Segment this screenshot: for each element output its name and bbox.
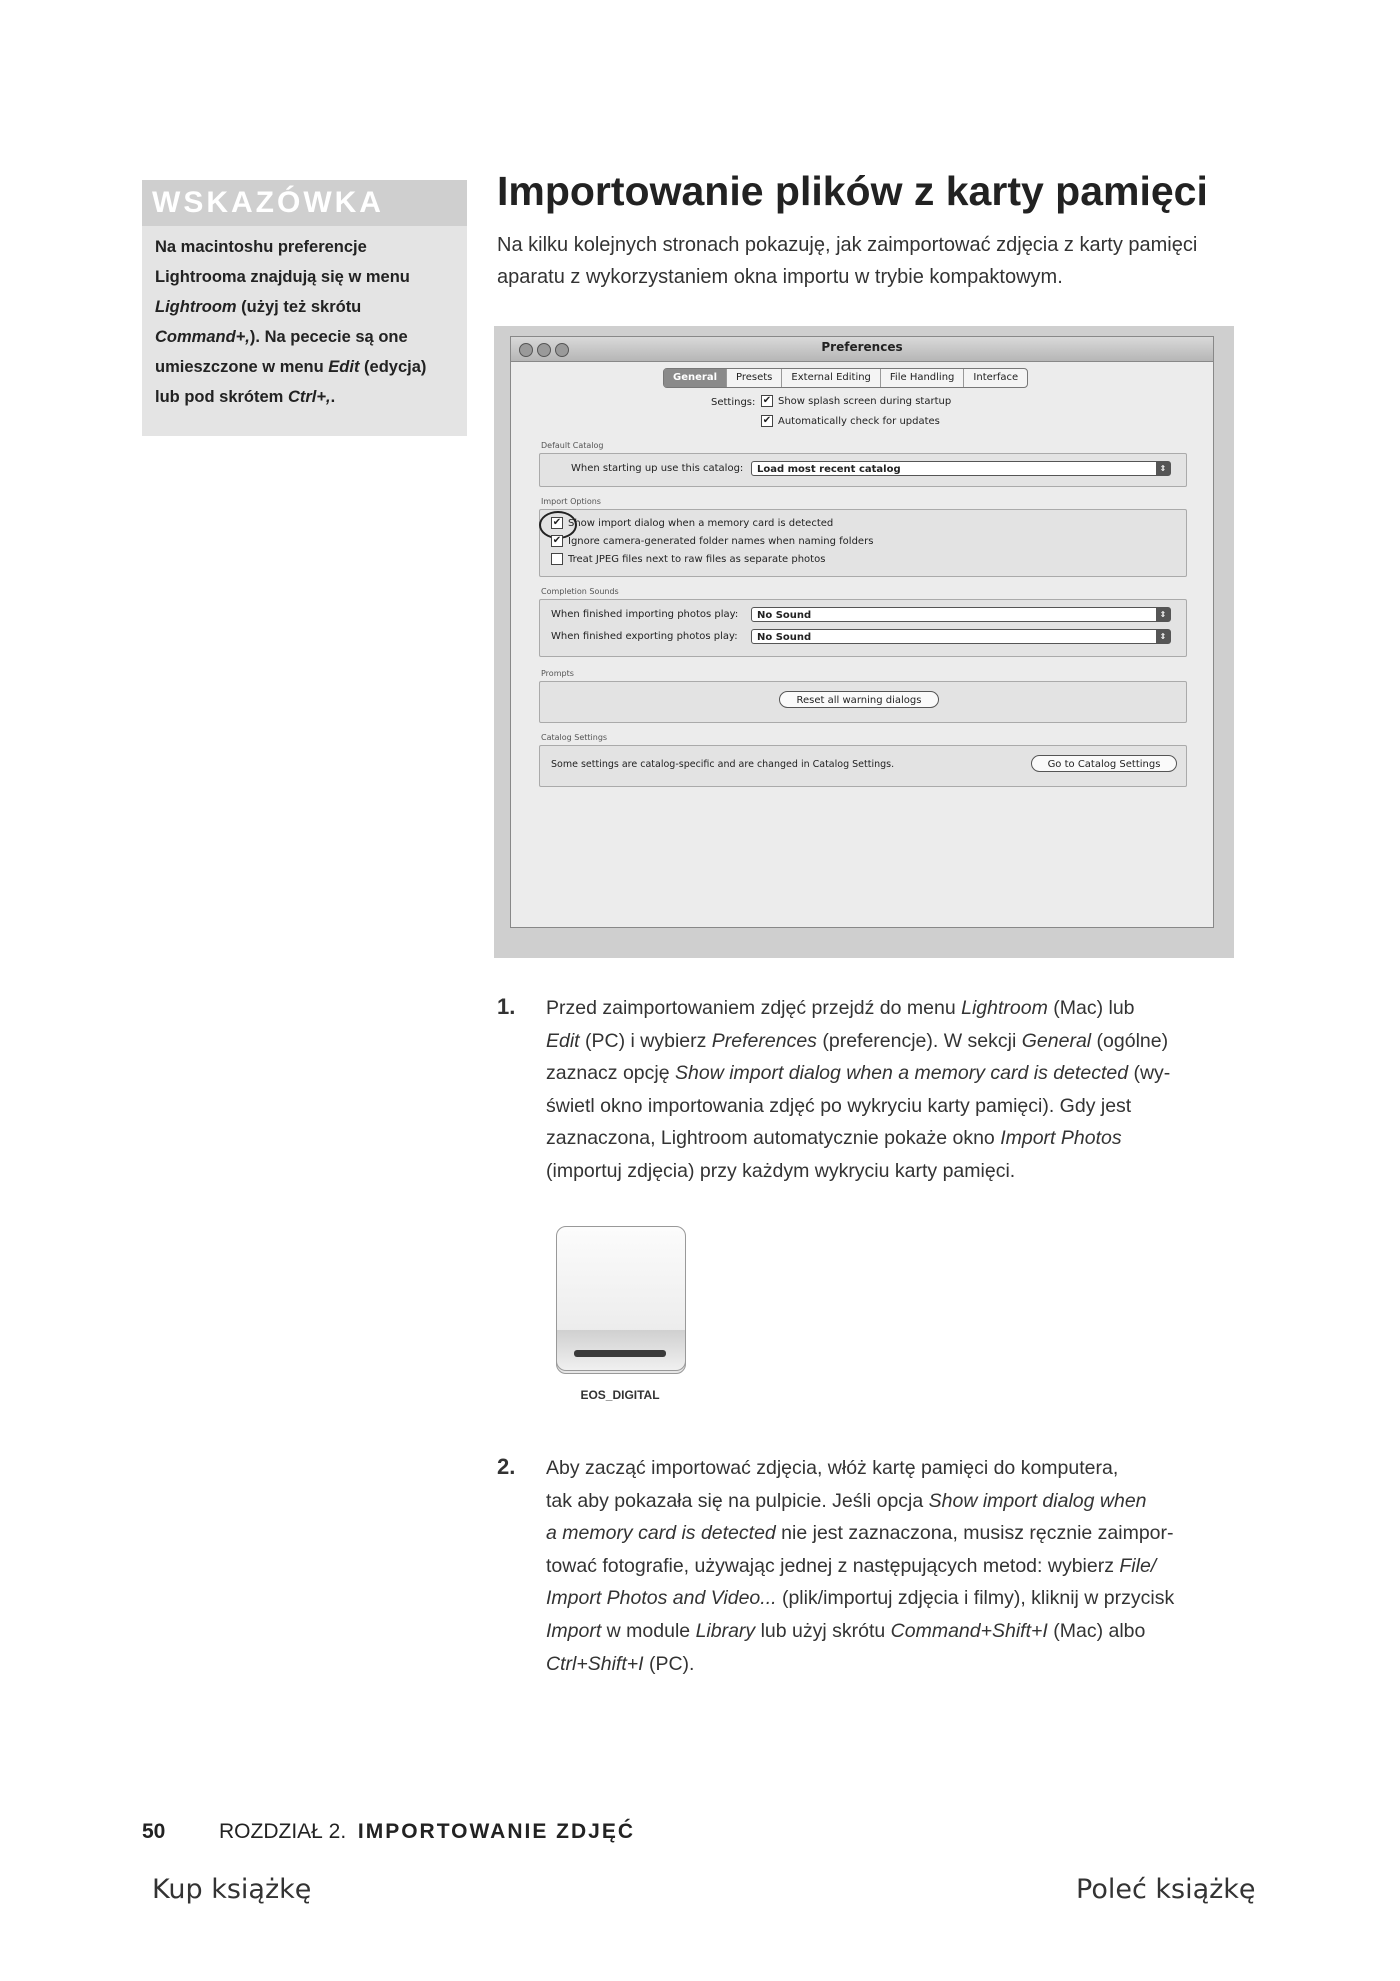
select-arrows-icon: ⇕ bbox=[1156, 462, 1170, 475]
go-to-catalog-settings-button[interactable]: Go to Catalog Settings bbox=[1031, 755, 1177, 772]
text-span: w module bbox=[601, 1619, 696, 1642]
tip-line: Ctrl+, bbox=[287, 388, 331, 406]
tip-line: Edit bbox=[328, 358, 360, 376]
text-span: Show import dialog when a memory card is detected bbox=[675, 1062, 1129, 1085]
option-label: Automatically check for updates bbox=[778, 416, 940, 427]
buy-book-link[interactable]: Kup książkę bbox=[152, 1874, 312, 1905]
intro-paragraph: Na kilku kolejnych stronach pokazuję, jak zaimportować zdjęcia z karty pamięci aparatu z wykorzystaniem okna importu w trybie kompaktowym. bbox=[497, 234, 1198, 288]
import-sound-label: When finished importing photos play: bbox=[551, 609, 739, 620]
chapter-title: IMPORTOWANIE ZDJĘĆ bbox=[357, 1820, 636, 1843]
splash-screen-option[interactable] bbox=[761, 395, 951, 407]
text-span: lub użyj skrótu bbox=[755, 1619, 891, 1642]
tip-line: ). Na pececie są one bbox=[249, 328, 408, 346]
text-span: (plik/importuj zdjęcia i filmy), kliknij w przycisk bbox=[776, 1587, 1175, 1610]
select-value: Load most recent catalog bbox=[757, 464, 901, 475]
section-catalog-settings: Catalog Settings bbox=[541, 733, 608, 742]
ignore-folder-names-option[interactable] bbox=[551, 535, 873, 547]
tip-line: Lightroom bbox=[155, 298, 237, 316]
text-span: Aby zacząć importować zdjęcia, włóż kartę pamięci do komputera, bbox=[546, 1457, 1119, 1479]
select-arrows-icon: ⇕ bbox=[1156, 608, 1170, 621]
tab-external-editing[interactable]: External Editing bbox=[782, 369, 881, 387]
option-label: Show splash screen during startup bbox=[778, 396, 952, 407]
treat-jpeg-option[interactable] bbox=[551, 553, 825, 565]
drive-label: EOS_DIGITAL bbox=[580, 1388, 660, 1402]
tab-general[interactable]: General bbox=[664, 369, 727, 387]
text-span: (wy- bbox=[1128, 1062, 1171, 1085]
step-1-text bbox=[546, 992, 1226, 1188]
text-span: File/ bbox=[1119, 1554, 1157, 1577]
preferences-tabs bbox=[663, 368, 1028, 388]
export-sound-select[interactable] bbox=[751, 629, 1171, 644]
text-span: tować fotografie, używając jednej z następujących metod: wybierz bbox=[546, 1554, 1120, 1577]
recommend-book-link[interactable]: Poleć książkę bbox=[1076, 1874, 1256, 1905]
tip-line: (edycja) bbox=[359, 358, 427, 376]
text-span: Show import dialog when bbox=[928, 1489, 1147, 1512]
page-number: 50 bbox=[142, 1820, 166, 1843]
text-span: (ogólne) bbox=[1091, 1029, 1169, 1052]
check-updates-option[interactable] bbox=[761, 415, 940, 427]
step-number: 2. bbox=[497, 1454, 516, 1479]
tip-line: Na macintoshu preferencje bbox=[155, 238, 367, 256]
text-span: Import Photos bbox=[1000, 1127, 1122, 1150]
text-span: (PC) i wybierz bbox=[579, 1029, 712, 1052]
tip-body bbox=[155, 232, 460, 412]
step-2-text bbox=[546, 1452, 1236, 1680]
text-span: a memory card is detected bbox=[546, 1522, 776, 1545]
tip-title: WSKAZÓWKA bbox=[142, 180, 467, 226]
import-sound-select[interactable] bbox=[751, 607, 1171, 622]
chapter-prefix: ROZDZIAŁ 2. bbox=[219, 1820, 347, 1843]
reset-warnings-button[interactable]: Reset all warning dialogs bbox=[779, 691, 939, 708]
text-span: General bbox=[1021, 1029, 1092, 1052]
tab-file-handling[interactable]: File Handling bbox=[881, 369, 965, 387]
checkbox[interactable]: ✔ bbox=[552, 517, 562, 528]
tip-line: . bbox=[330, 388, 336, 406]
text-span: zaznaczona, Lightroom automatycznie pokaże okno bbox=[546, 1127, 1001, 1150]
text-span: Ctrl+Shift+I bbox=[546, 1652, 644, 1675]
tip-line: Command+, bbox=[155, 328, 250, 346]
tip-line: (użyj też skrótu bbox=[236, 298, 362, 316]
step-number: 1. bbox=[497, 994, 516, 1019]
checkbox[interactable] bbox=[551, 553, 563, 565]
text-span: Library bbox=[695, 1619, 756, 1642]
checkbox[interactable]: ✔ bbox=[552, 535, 562, 546]
section-import-options: Import Options bbox=[541, 497, 601, 506]
select-arrows-icon: ⇕ bbox=[1156, 630, 1170, 643]
window-title: Preferences bbox=[821, 340, 903, 354]
text-span: (preferencje). W sekcji bbox=[816, 1029, 1022, 1052]
chapter-running-head bbox=[219, 1820, 635, 1844]
text-span: (Mac) lub bbox=[1047, 997, 1135, 1019]
export-sound-label: When finished exporting photos play: bbox=[551, 631, 738, 642]
tip-line: Lightrooma znajdują się w menu bbox=[155, 268, 410, 286]
option-label: Show import dialog when a memory card is detected bbox=[568, 518, 834, 529]
text-span: (PC). bbox=[643, 1652, 695, 1675]
text-span: Import bbox=[546, 1619, 602, 1642]
text-span: Preferences bbox=[711, 1029, 817, 1052]
checkbox[interactable]: ✔ bbox=[762, 415, 772, 426]
section-prompts: Prompts bbox=[541, 669, 574, 678]
show-import-dialog-option[interactable] bbox=[551, 517, 833, 529]
tip-line: lub pod skrótem bbox=[155, 388, 288, 406]
default-catalog-label: When starting up use this catalog: bbox=[571, 463, 744, 474]
text-span: nie jest zaznaczona, musisz ręcznie zaimpor- bbox=[775, 1522, 1174, 1545]
select-value: No Sound bbox=[757, 632, 812, 643]
window-titlebar bbox=[511, 337, 1213, 362]
default-catalog-select[interactable] bbox=[751, 461, 1171, 476]
text-span: (Mac) albo bbox=[1047, 1619, 1146, 1642]
text-span: tak aby pokazała się na pulpicie. Jeśli opcja bbox=[546, 1489, 929, 1512]
text-span: Command+Shift+I bbox=[890, 1619, 1048, 1642]
preferences-window bbox=[510, 336, 1214, 928]
text-span: świetl okno importowania zdjęć po wykryciu karty pamięci). Gdy jest bbox=[546, 1094, 1132, 1117]
section-completion-sounds: Completion Sounds bbox=[541, 587, 619, 596]
checkbox[interactable]: ✔ bbox=[762, 395, 772, 406]
settings-label: Settings: bbox=[711, 397, 756, 408]
tab-presets[interactable]: Presets bbox=[727, 369, 782, 387]
catalog-settings-text: Some settings are catalog-specific and are changed in Catalog Settings. bbox=[551, 759, 895, 770]
option-label: Ignore camera-generated folder names when naming folders bbox=[568, 536, 874, 547]
option-label: Treat JPEG files next to raw files as separate photos bbox=[568, 554, 826, 565]
tab-interface[interactable]: Interface bbox=[973, 372, 1019, 383]
page-heading: Importowanie plików z karty pamięci bbox=[497, 168, 1208, 214]
text-span: Import Photos and Video... bbox=[546, 1587, 777, 1610]
text-span: (importuj zdjęcia) przy każdym wykryciu karty pamięci. bbox=[546, 1159, 1016, 1182]
drive-slot bbox=[574, 1350, 666, 1357]
text-span: Lightroom bbox=[961, 997, 1048, 1019]
text-span: Edit bbox=[546, 1029, 580, 1052]
section-default-catalog: Default Catalog bbox=[541, 441, 604, 450]
text-span: zaznacz opcję bbox=[546, 1062, 675, 1085]
tip-line: umieszczone w menu bbox=[155, 358, 329, 376]
select-value: No Sound bbox=[757, 610, 812, 621]
text-span: Przed zaimportowaniem zdjęć przejdź do menu bbox=[546, 997, 962, 1019]
